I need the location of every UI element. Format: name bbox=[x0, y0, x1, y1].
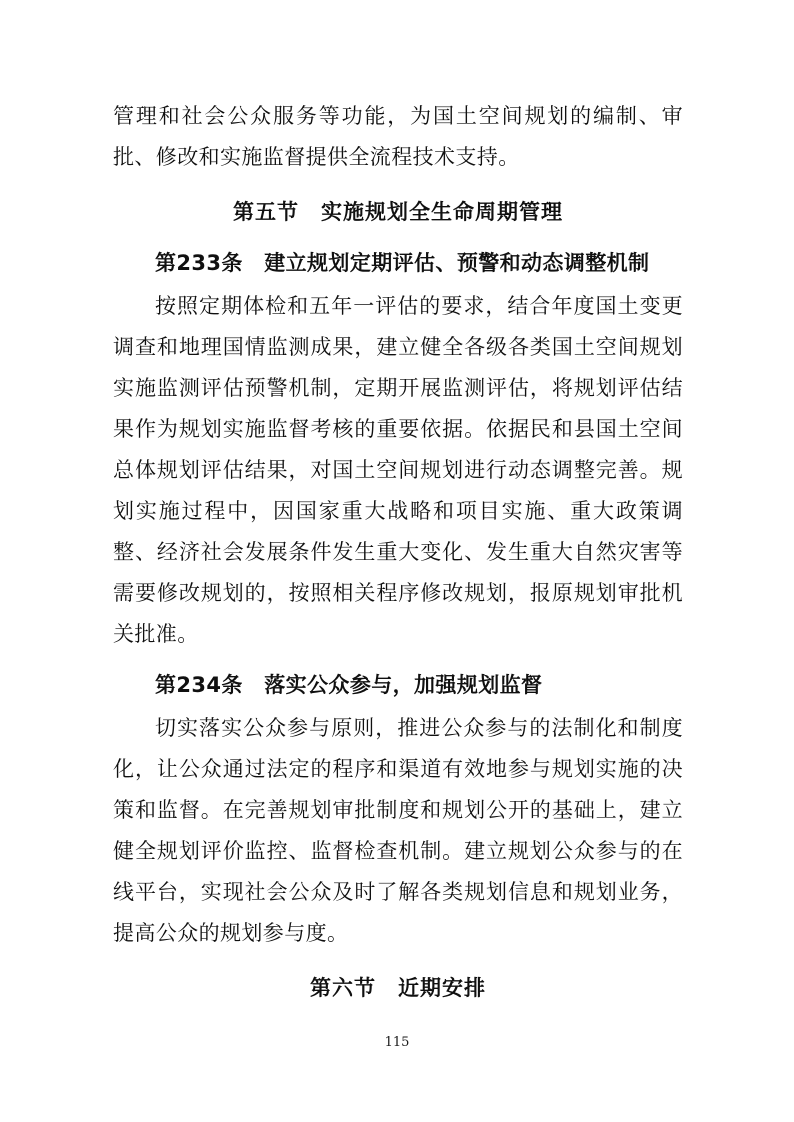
page-number: 115 bbox=[384, 1035, 410, 1050]
paragraph-article-233: 按照定期体检和五年一评估的要求，结合年度国土变更调查和地理国情监测成果，建立健全各级各类国土空间规划实施监测评估预警机制，定期开展监测评估，将规划评估结果作为规划实施监督考核的重要依据。依据民和县国土空间总体规划评估结果，对国土空间规划进行动态调整完善。规划实施过程中，因国家重大战略和项目实施、重大政策调整、经济社会发展条件发生重大变化、发生重大自然灾害等需要修改规划的，按照相关程序修改规划，报原规划审批机关批准。 bbox=[113, 294, 683, 646]
paragraph-spacer bbox=[113, 655, 683, 659]
section-heading-five: 第五节 实施规划全生命周期管理 bbox=[233, 200, 563, 224]
page-content bbox=[113, 96, 683, 1019]
paragraph-continuation: 管理和社会公众服务等功能，为国土空间规划的编制、审批、修改和实施监督提供全流程技术支持。 bbox=[113, 104, 683, 169]
article-heading-234: 第234条 落实公众参与，加强规划监督 bbox=[155, 673, 543, 697]
article-heading-233: 第233条 建立规划定期评估、预警和动态调整机制 bbox=[155, 251, 650, 275]
paragraph-article-234: 切实落实公众参与原则，推进公众参与的法制化和制度化，让公众通过法定的程序和渠道有效地参与规划实施的决策和监督。在完善规划审批制度和规划公开的基础上，建立健全规划评价监控、监督检查机制。建立规划公众参与的在线平台，实现社会公众及时了解各类规划信息和规划业务，提高公众的规划参与度。 bbox=[113, 716, 683, 945]
section-heading-six: 第六节 近期安排 bbox=[310, 976, 486, 1000]
